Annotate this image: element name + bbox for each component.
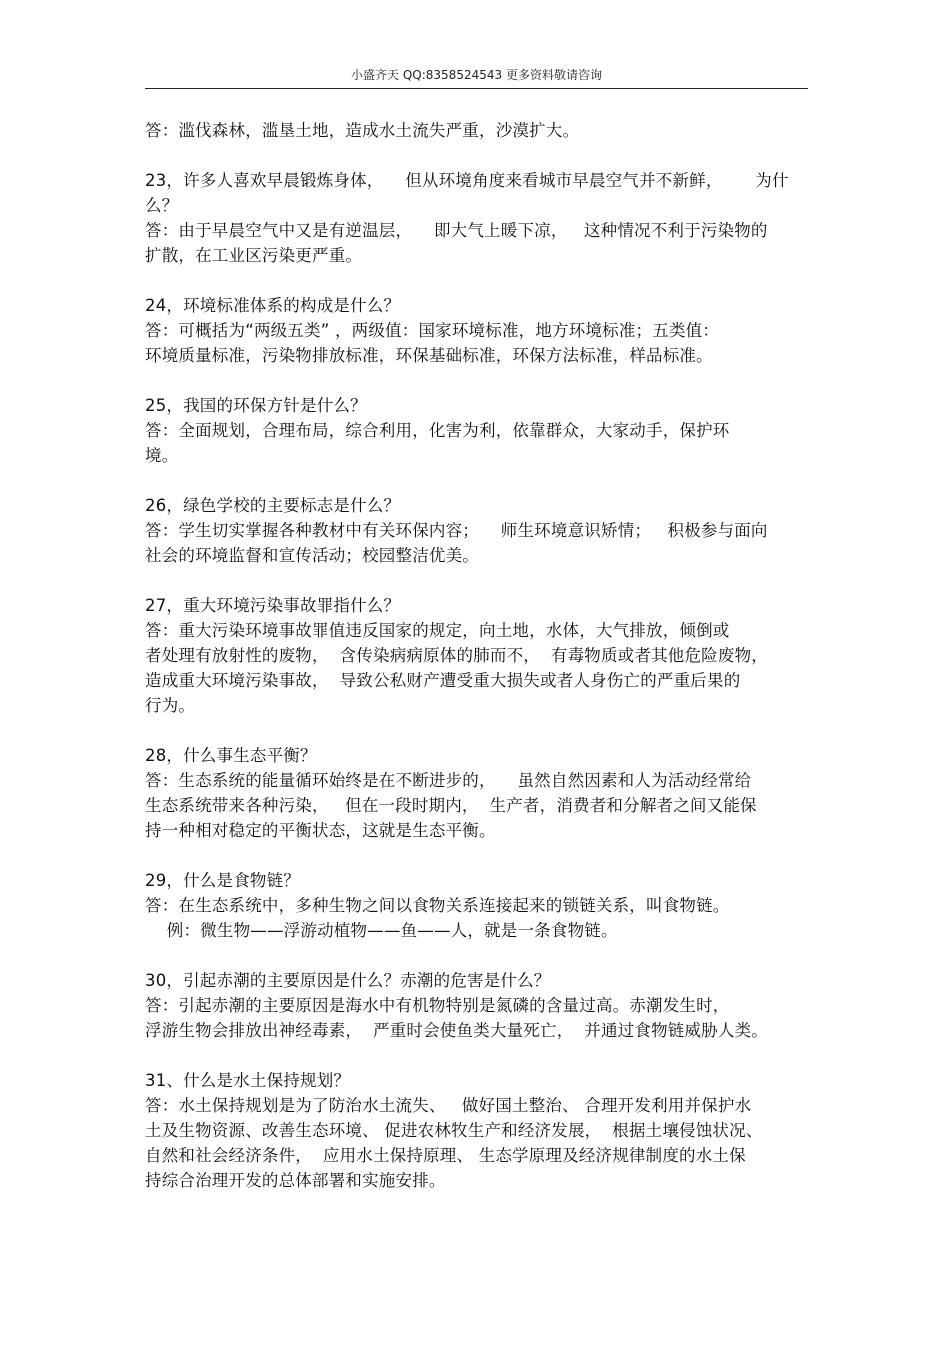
paragraph-gap xyxy=(145,943,808,968)
text-line: 29，什么是食物链？ xyxy=(145,871,300,890)
text-line: 么？ xyxy=(145,196,179,215)
paragraph-gap xyxy=(145,143,808,168)
text-line: 行为。 xyxy=(145,696,196,715)
text-line: 境。 xyxy=(145,446,179,465)
qa-block xyxy=(145,293,808,368)
qa-block xyxy=(145,493,808,568)
text-line: 答：生态系统的能量循环始终是在不断进步的， 虽然自然因素和人为活动经常给 xyxy=(145,771,752,790)
qa-block xyxy=(145,393,808,468)
page-header: 小盛齐天 QQ:8358524543 更多资料敬请咨询 xyxy=(145,66,808,89)
paragraph-gap xyxy=(145,1043,808,1068)
text-line: 答：可概括为“两级五类” ，两级值：国家环境标准，地方环境标准；五类值： xyxy=(145,321,720,340)
paragraph-gap xyxy=(145,843,808,868)
text-line: 生态系统带来各种污染， 但在一段时期内， 生产者，消费者和分解者之间又能保 xyxy=(145,796,757,815)
answer-block xyxy=(145,118,808,143)
text-line: 25，我国的环保方针是什么？ xyxy=(145,396,367,415)
text-line: 自然和社会经济条件， 应用水土保持原理、 生态学原理及经济规律制度的水土保 xyxy=(145,1146,746,1165)
text-line: 26，绿色学校的主要标志是什么？ xyxy=(145,496,401,515)
paragraph-gap xyxy=(145,468,808,493)
qa-block xyxy=(145,868,808,943)
text-line: 23，许多人喜欢早晨锻炼身体， 但从环境角度来看城市早晨空气并不新鲜， 为什 xyxy=(145,171,789,190)
text-line: 31、什么是水土保持规划？ xyxy=(145,1071,351,1090)
paragraph-gap xyxy=(145,718,808,743)
text-line: 例：微生物——浮游动植物——鱼——人，就是一条食物链。 xyxy=(145,921,618,940)
text-line: 浮游生物会排放出神经毒素， 严重时会使鱼类大量死亡， 并通过食物链威胁人类。 xyxy=(145,1021,768,1040)
qa-block xyxy=(145,743,808,843)
text-line: 答：在生态系统中，多种生物之间以食物关系连接起来的锁链关系，叫食物链。 xyxy=(145,896,730,915)
text-line: 答：引起赤潮的主要原因是海水中有机物特别是氮磷的含量过高。赤潮发生时， xyxy=(145,996,730,1015)
text-line: 持一种相对稳定的平衡状态，这就是生态平衡。 xyxy=(145,821,496,840)
text-line: 答：重大污染环境事故罪值违反国家的规定，向土地，水体，大气排放，倾倒或 xyxy=(145,621,730,640)
text-line: 答：水土保持规划是为了防治水土流失、 做好国土整治、 合理开发利用并保护水 xyxy=(145,1096,752,1115)
text-line: 24，环境标准体系的构成是什么？ xyxy=(145,296,401,315)
text-line: 答：由于早晨空气中又是有逆温层， 即大气上暖下凉， 这种情况不利于污染物的 xyxy=(145,221,768,240)
paragraph-gap xyxy=(145,568,808,593)
text-line: 土及生物资源、改善生态环境、 促进农林牧生产和经济发展， 根据土壤侵蚀状况、 xyxy=(145,1121,763,1140)
document-body xyxy=(145,118,808,1193)
text-line: 30，引起赤潮的主要原因是什么？赤潮的危害是什么？ xyxy=(145,971,551,990)
text-line: 扩散，在工业区污染更严重。 xyxy=(145,246,363,265)
paragraph-gap xyxy=(145,268,808,293)
text-line: 社会的环境监督和宣传活动；校园整洁优美。 xyxy=(145,546,479,565)
text-line: 27，重大环境污染事故罪指什么？ xyxy=(145,596,401,615)
text-line: 环境质量标准，污染物排放标准，环保基础标准，环保方法标准，样品标准。 xyxy=(145,346,713,365)
text-line: 者处理有放射性的废物， 含传染病病原体的肺而不， 有毒物质或者其他危险废物， xyxy=(145,646,768,665)
text-line: 答：滥伐森林，滥垦土地，造成水土流失严重，沙漠扩大。 xyxy=(145,121,580,140)
qa-block xyxy=(145,168,808,268)
qa-block xyxy=(145,1068,808,1193)
qa-block xyxy=(145,968,808,1043)
text-line: 持综合治理开发的总体部署和实施安排。 xyxy=(145,1171,446,1190)
qa-block xyxy=(145,593,808,718)
text-line: 28，什么事生态平衡？ xyxy=(145,746,317,765)
text-line: 答：学生切实掌握各种教材中有关环保内容； 师生环境意识矫情； 积极参与面向 xyxy=(145,521,768,540)
text-line: 答：全面规划，合理布局，综合利用，化害为利，依靠群众，大家动手，保护环 xyxy=(145,421,730,440)
paragraph-gap xyxy=(145,368,808,393)
text-line: 造成重大环境污染事故， 导致公私财产遭受重大损失或者人身伤亡的严重后果的 xyxy=(145,671,741,690)
